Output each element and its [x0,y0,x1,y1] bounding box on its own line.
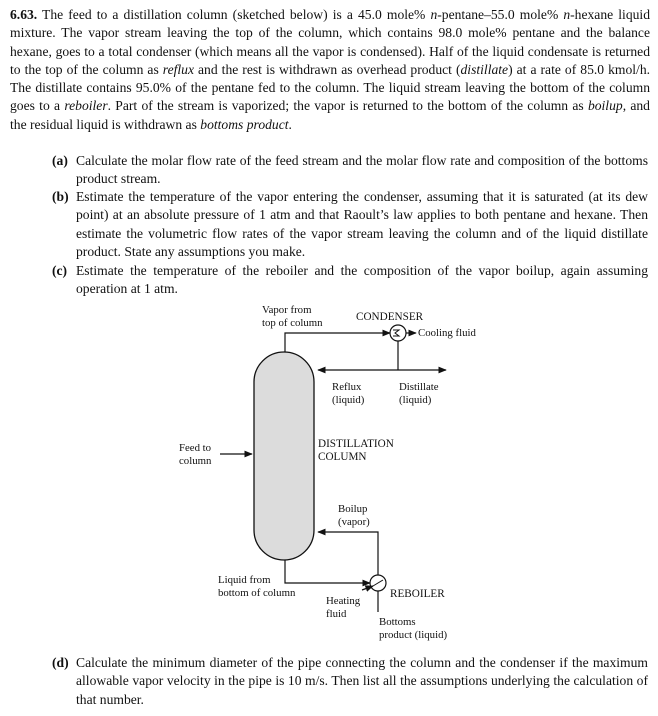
label-boilup-line2: (vapor) [338,516,370,528]
label-heating-fluid [326,595,360,621]
part-c-text: Estimate the temperature of the reboiler and the composition of the vapor boilup, again assuming operation at 1 atm. [76,263,648,297]
label-liquid-bottom-line2: bottom of column [218,587,296,599]
label-liquid-bottom-line1: Liquid from [218,574,271,586]
intro-run: bottoms product [200,116,289,132]
label-column-line1: DISTILLATION [318,438,394,450]
intro-run: -pentane–55.0 mole% [437,7,564,22]
part-c-label: (c) [52,263,68,278]
label-vapor-from-top-line2: top of column [262,317,323,329]
condenser-exchanger [390,325,406,341]
intro-run: reflux [162,61,194,77]
label-distillate-line1: Distillate [399,381,439,393]
label-reboiler: REBOILER [390,588,445,600]
vapor-line [285,333,390,352]
label-bottoms-line2: product (liquid) [379,629,448,641]
bottom-liquid-line [285,560,370,583]
label-vapor-from-top-line1: Vapor from [262,304,312,316]
problem-number: 6.63. [10,7,38,22]
label-cooling-fluid: Cooling fluid [418,327,476,339]
label-reflux-line2: (liquid) [332,394,365,406]
part-b-text: Estimate the temperature of the vapor entering the condenser, assuming that it is saturated (at its dew point) at an absolute pressure of 1 atm and that Raoult’s law applies to both pentane and hexane. Then estimate the volumetric flow rates of the vapor stream leaving the column and of the liquid distillate product. State any assumptions you make. [76,189,648,259]
label-column-line2: COLUMN [318,451,367,463]
label-condenser: CONDENSER [356,311,424,323]
distillation-column-vessel [254,352,314,560]
label-feed [179,442,211,468]
intro-run: n [430,7,438,22]
label-bottoms-product [379,616,447,642]
intro-run: and the rest is withdrawn as overhead product ( [193,61,461,77]
part-a-label: (a) [52,153,68,168]
label-liquid-from-bottom [218,574,295,600]
intro-run: -hexane liquid mixture. The vapor stream leaving the top of the column, which contains 98.0 mole% pentane and the balance hexane, goes to a total condenser (which means all the vapor is condensed). Half of the liquid condensate is returned to the top of the column as [10,7,650,77]
label-reflux [332,381,364,407]
label-vapor-from-top [262,304,323,330]
intro-run: ) at a rate of 85.0 kmol/h. The distillate contains 95.0% of the pentane fed to the column. The liquid stream leaving the bottom of the column goes to a [10,61,651,114]
label-feed-line2: column [179,455,212,467]
label-reflux-line1: Reflux [332,381,362,393]
boilup-line [318,532,378,575]
label-distillate [399,381,439,407]
part-d-text: Calculate the minimum diameter of the pipe connecting the column and the condenser if the maximum allowable vapor velocity in the pipe is 10 m/s. Then list all the assumptions underlying the calculation of that number. [76,655,648,707]
label-distillation-column [318,438,394,464]
intro-run: . Part of the stream is vaporized; the vapor is returned to the bottom of the column as [107,98,588,114]
intro-run: , and the residual liquid is withdrawn as [10,98,650,132]
part-b-label: (b) [52,189,69,204]
intro-run: n [563,7,571,22]
label-distillate-line2: (liquid) [399,394,432,406]
intro-run: boilup [587,98,623,114]
intro-run: The feed to a distillation column (sketched below) is a 45.0 mole% [42,7,431,22]
intro-run: . [288,116,292,132]
label-heating-line2: fluid [326,608,347,620]
label-heating-line1: Heating [326,595,361,607]
intro-run: reboiler [64,98,108,114]
label-boilup [338,503,370,529]
part-a-text: Calculate the molar flow rate of the feed stream and the molar flow rate and composition of the bottoms product stream. [76,153,648,187]
intro-run: distillate [460,61,509,77]
label-boilup-line1: Boilup [338,503,368,515]
label-bottoms-line1: Bottoms [379,616,416,628]
label-feed-line1: Feed to [179,442,212,454]
part-d-label: (d) [52,655,69,670]
